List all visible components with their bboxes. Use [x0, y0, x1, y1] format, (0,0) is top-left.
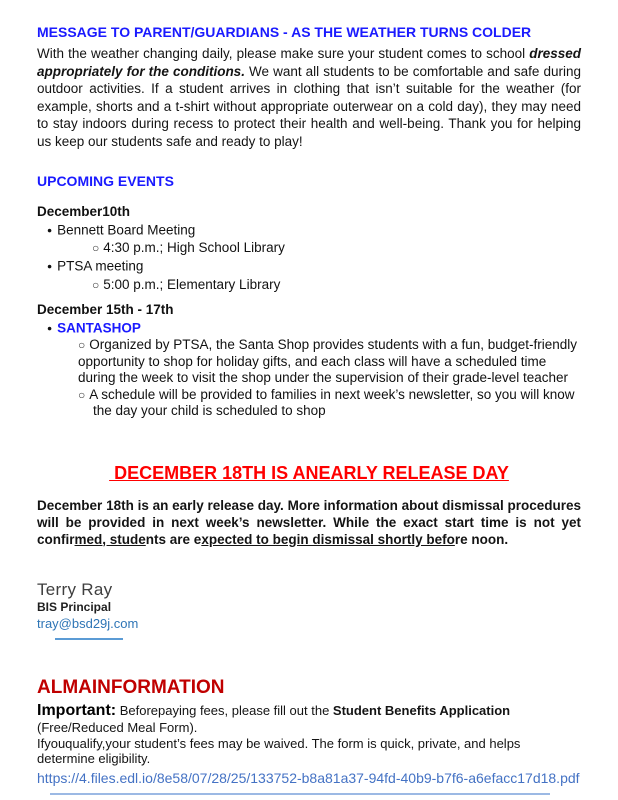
- dismissal-text-underlined: xpected to begin dismissal shortly befo: [201, 531, 455, 547]
- important-paragraph: [37, 702, 581, 736]
- dismissal-text: December 18th is an early release day. More information about dismissal procedures will be provided in next week’s newsletter. While the exact start time is not yet confir: [37, 497, 581, 547]
- bullet-icon: ●: [47, 322, 53, 333]
- alma-heading: ALMAINFORMATION: [37, 676, 225, 698]
- list-subitem: [37, 337, 581, 387]
- signature-block: [37, 579, 581, 640]
- signature-divider: [55, 638, 123, 640]
- dismissal-text: re noon.: [454, 531, 509, 547]
- weather-text-rest: We want all students to be comfortable and safe during outdoor activities. If a student arrives in clothing that isn’t suitable for the weather (for example, shorts and a t-shirt without appropriate outerwear on a cold day), they may need to stay indoors during recess to protect their health and well-being. Thank you for helping us keep our students safe and ready to play!: [37, 63, 581, 149]
- event-label: PTSA meeting: [57, 258, 144, 274]
- list-subitem: [37, 387, 581, 420]
- list-item: [37, 319, 581, 338]
- events-group-dec10: [37, 203, 581, 294]
- events-heading: UPCOMING EVENTS: [37, 172, 174, 189]
- event-group-title: December 15th - 17th: [37, 301, 174, 317]
- early-release-banner: DECEMBER 18TH IS ANEARLY RELEASE DAY: [109, 462, 509, 483]
- list-item: [37, 257, 581, 276]
- signature-name: Terry Ray: [37, 579, 113, 599]
- weather-paragraph: [37, 45, 581, 151]
- important-text: Beforepaying fees, please fill out the: [116, 702, 333, 718]
- important-text: (Free/Reduced Meal Form).: [37, 719, 198, 735]
- bullet-icon: ●: [47, 224, 53, 235]
- circle-icon: ○: [78, 338, 86, 353]
- principal-email-link[interactable]: tray@bsd29j.com: [37, 615, 139, 631]
- benefits-form-pdf-link[interactable]: https://4.files.edl.io/8e58/07/28/25/133752-b8a81a37-94fd-40b9-b7f6-a6efacc17d18.pdf: [37, 769, 580, 786]
- list-subitem: [37, 276, 581, 294]
- dismissal-text: nts are e: [145, 531, 202, 547]
- dismissal-text-underlined: med, stude: [74, 531, 146, 547]
- weather-heading: MESSAGE TO PARENT/GUARDIANS - AS THE WEATHER TURNS COLDER: [37, 24, 532, 40]
- circle-icon: ○: [92, 241, 100, 256]
- signature-title: BIS Principal: [37, 599, 112, 614]
- event-detail: 4:30 p.m.; High School Library: [103, 240, 285, 256]
- weather-emphasis: dressed appropriately for the conditions.: [37, 46, 581, 79]
- list-item: [37, 221, 581, 240]
- early-release-paragraph: [37, 497, 581, 548]
- event-group-title: December10th: [37, 203, 131, 219]
- circle-icon: ○: [92, 277, 100, 292]
- events-group-dec15: [37, 301, 581, 420]
- santa-shop-detail: A schedule will be provided to families in next week’s newsletter, so you will know the day your child is scheduled to shop: [89, 386, 575, 419]
- santa-shop-detail: Organized by PTSA, the Santa Shop provides students with a fun, budget-friendly opportunity to shop for holiday gifts, and each class will have a scheduled time during the week to visit the shop under the supervision of their grade-level teacher: [78, 337, 578, 386]
- bullet-icon: ●: [47, 261, 53, 272]
- section-divider: [50, 793, 550, 795]
- event-detail: 5:00 p.m.; Elementary Library: [103, 276, 281, 292]
- santa-shop-label: SANTASHOP: [57, 320, 141, 336]
- eligibility-text: Ifyouqualify,your student’s fees may be waived. The form is quick, private, and helps determine eligibility.: [37, 735, 521, 766]
- list-subitem: [37, 239, 581, 257]
- circle-icon: ○: [78, 387, 86, 402]
- weather-text-lead: With the weather changing daily, please make sure your student comes to school: [37, 46, 530, 61]
- benefits-application-label: Student Benefits Application: [332, 702, 511, 718]
- important-label: Important:: [37, 701, 117, 719]
- event-label: Bennett Board Meeting: [57, 222, 196, 238]
